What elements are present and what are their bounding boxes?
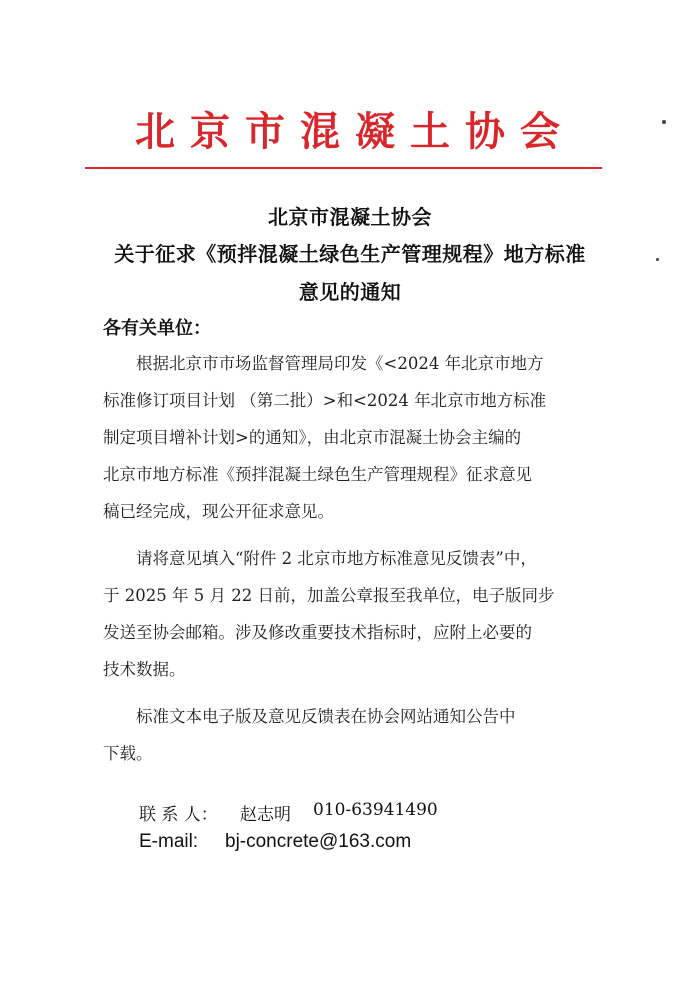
paragraph-3-line: 标准文本电子版及意见反馈表在协会网站通知公告中	[136, 707, 516, 726]
notice-title-subject: 关于征求《预拌混凝土绿色生产管理规程》地方标准	[114, 242, 586, 266]
notice-title-tail: 意见的通知	[298, 280, 402, 304]
paragraph-1-line: 制定项目增补计划>的通知》，由北京市混凝土协会主编的	[103, 428, 522, 447]
paragraph-2-line: 请将意见填入“附件 2 北京市地方标准意见反馈表”中，	[136, 549, 537, 568]
paragraph-1-line: 北京市地方标准《预拌混凝土绿色生产管理规程》征求意见	[103, 465, 532, 484]
letterhead-divider	[85, 167, 602, 169]
paragraph-1-line: 稿已经完成，现公开征求意见。	[103, 502, 334, 521]
email-label: E-mail:	[139, 831, 199, 852]
notice-title-org: 北京市混凝土协会	[268, 205, 432, 229]
scan-speck	[662, 120, 666, 124]
contact-name: 赵志明	[240, 805, 291, 825]
contact-label: 联 系 人：	[139, 805, 218, 825]
paragraph-1-line: 根据北京市市场监督管理局印发《<2024 年北京市地方	[136, 354, 544, 373]
contact-phone: 010-63941490	[313, 800, 438, 820]
email-address: bj-concrete@163.com	[225, 831, 412, 852]
paragraph-3-line: 下载。	[103, 744, 153, 763]
paragraph-2-line: 于 2025 年 5 月 22 日前，加盖公章报至我单位，电子版同步	[103, 586, 555, 605]
paragraph-2-line: 发送至协会邮箱。涉及修改重要技术指标时，应附上必要的	[103, 623, 532, 642]
letterhead-org-name: 北京市混凝土协会	[135, 108, 575, 155]
salutation: 各有关单位：	[103, 318, 211, 339]
paragraph-2-line: 技术数据。	[103, 660, 186, 679]
paragraph-1-line: 标准修订项目计划 （第二批）>和<2024 年北京市地方标准	[103, 391, 547, 410]
